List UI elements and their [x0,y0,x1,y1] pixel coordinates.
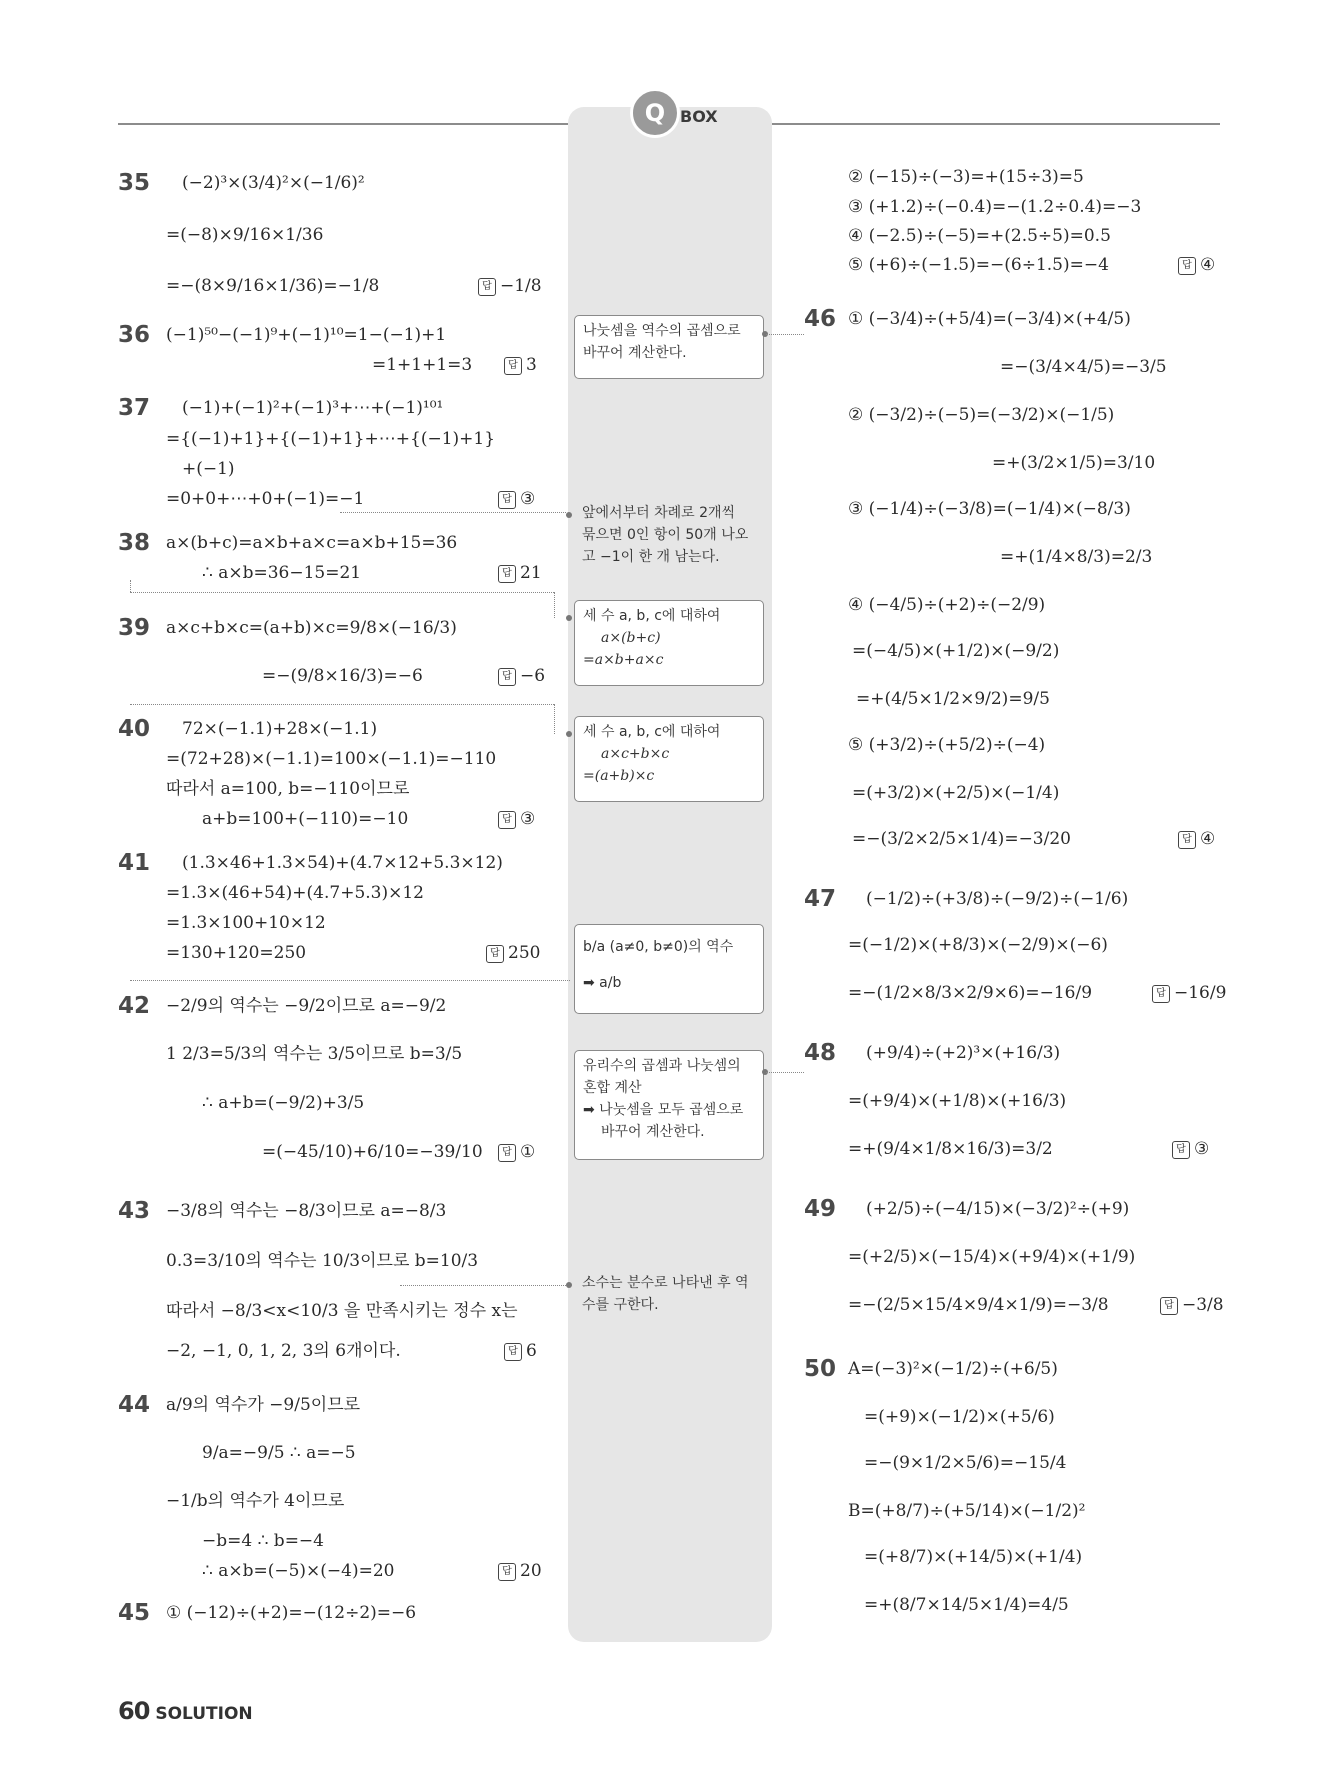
answer-mark-icon: 답 [1178,257,1196,275]
answer-mark-icon: 답 [498,1563,516,1581]
tip-text: 묶으면 0인 항이 50개 나오 [582,527,749,543]
problem-number: 47 [804,886,837,912]
solution-line: a/9의 역수가 −9/5이므로 [166,1395,361,1415]
answer-mark-icon: 답 [1152,985,1170,1003]
solution-line: =(+2/5)×(−15/4)×(+9/4)×(+1/9) [848,1247,1136,1267]
problem-number: 46 [804,306,837,332]
qbox-label: BOX [680,107,718,126]
solution-line: =(−8)×9/16×1/36 [166,225,324,245]
leader-dot-icon [566,512,572,518]
tip-text: b/a (a≠0, b≠0)의 역수 [583,939,734,955]
tip-text: ➡ 나눗셈을 모두 곱셈으로 [583,1102,744,1118]
answer-mark-icon: 답 [498,811,516,829]
solution-line: =+(3/2×1/5)=3/10 [992,453,1156,473]
tip-text: =(a+b)×c [583,768,655,784]
leader-line [130,592,554,593]
problem-number: 45 [118,1600,151,1626]
problem-number: 49 [804,1196,837,1222]
answer-box [498,488,535,510]
answer-box [1178,254,1215,276]
answer-box [498,665,545,687]
tip-text: a×c+b×c [601,746,670,762]
answer-box [504,354,537,376]
answer-mark-icon: 답 [504,357,522,375]
solution-line: =(72+28)×(−1.1)=100×(−1.1)=−110 [166,749,497,769]
solution-line: 따라서 −8/3<x<10/3 을 만족시키는 정수 x는 [166,1301,518,1321]
answer-box [478,275,542,297]
problem-number: 36 [118,322,151,348]
answer-box [498,808,535,830]
solution-line: =(−45/10)+6/10=−39/10 [262,1142,483,1162]
leader-dot-icon [566,615,572,621]
solution-line: =−(8×9/16×1/36)=−1/8 [166,276,380,296]
solution-line: a×c+b×c=(a+b)×c=9/8×(−16/3) [166,618,457,638]
book-name: SOLUTION [155,1704,253,1724]
solution-line: =1.3×(46+54)+(4.7+5.3)×12 [166,883,424,903]
answer-value: ③ [520,809,536,829]
problem-number: 50 [804,1356,837,1382]
problem-number: 43 [118,1198,151,1224]
leader-line [554,704,555,734]
answer-box [498,1141,535,1163]
leader-dot-icon [566,1282,572,1288]
answer-value: ③ [520,489,536,509]
solution-line: ④ (−2.5)÷(−5)=+(2.5÷5)=0.5 [848,226,1111,246]
solution-line: =−(2/5×15/4×9/4×1/9)=−3/8 [848,1295,1109,1315]
solution-line: ③ (+1.2)÷(−0.4)=−(1.2÷0.4)=−3 [848,197,1142,217]
answer-value: ④ [1200,829,1216,849]
tip-text: 바꾸어 계산한다. [601,1124,705,1140]
leader-line [130,980,570,981]
solution-line: (1.3×46+1.3×54)+(4.7×12+5.3×12) [182,853,503,873]
solution-line: =(−4/5)×(+1/2)×(−9/2) [852,641,1060,661]
solution-line: 72×(−1.1)+28×(−1.1) [182,719,378,739]
problem-number: 44 [118,1392,151,1418]
solution-line: ③ (−1/4)÷(−3/8)=(−1/4)×(−8/3) [848,499,1131,519]
tip-text: 소수는 분수로 나타낸 후 역 [582,1275,749,1291]
answer-value: −6 [520,666,546,686]
solution-line: ∴ a×b=36−15=21 [202,563,362,583]
answer-box [1152,982,1226,1004]
solution-line: ① (−3/4)÷(+5/4)=(−3/4)×(+4/5) [848,309,1131,329]
solution-line: ① (−12)÷(+2)=−(12÷2)=−6 [166,1603,417,1623]
problem-number: 48 [804,1040,837,1066]
solution-line: =−(9×1/2×5/6)=−15/4 [864,1453,1067,1473]
tip-box [574,924,764,1014]
solution-line: (−2)³×(3/4)²×(−1/6)² [182,173,365,193]
answer-value: −1/8 [500,276,542,296]
solution-line: =0+0+⋯+0+(−1)=−1 [166,489,365,509]
tip-text: 세 수 a, b, c에 대하여 [583,608,721,624]
solution-line: =(+9)×(−1/2)×(+5/6) [864,1407,1055,1427]
answer-value: 6 [526,1341,537,1361]
answer-mark-icon: 답 [1172,1141,1190,1159]
answer-value: 20 [520,1561,542,1581]
solution-line: =+(8/7×14/5×1/4)=4/5 [864,1595,1069,1615]
solution-line: ⑤ (+6)÷(−1.5)=−(6÷1.5)=−4 [848,255,1109,275]
solution-line: ② (−3/2)÷(−5)=(−3/2)×(−1/5) [848,405,1115,425]
problem-number: 40 [118,716,151,742]
solution-line: 1 2/3=5/3의 역수는 3/5이므로 b=3/5 [166,1044,463,1064]
tip-box [574,600,764,686]
answer-box [1160,1294,1224,1316]
problem-number: 38 [118,530,151,556]
solution-line: =(+3/2)×(+2/5)×(−1/4) [852,783,1060,803]
leader-dot-icon [566,731,572,737]
solution-line: +(−1) [182,459,235,479]
tip-text: 바꾸어 계산한다. [583,345,687,361]
tip-text-block [582,1272,762,1316]
answer-mark-icon: 답 [486,945,504,963]
solution-line: (+2/5)÷(−4/15)×(−3/2)²÷(+9) [866,1199,1130,1219]
solution-line: ④ (−4/5)÷(+2)÷(−2/9) [848,595,1046,615]
solution-line: 0.3=3/10의 역수는 10/3이므로 b=10/3 [166,1251,479,1271]
page-footer [118,1697,253,1725]
solution-line: (−1)⁵⁰−(−1)⁹+(−1)¹⁰=1−(−1)+1 [166,325,447,345]
tip-text: 고 −1이 한 개 남는다. [582,549,720,565]
leader-line [340,512,566,513]
tip-text: 수를 구한다. [582,1297,659,1313]
solution-line: =130+120=250 [166,943,307,963]
leader-line [130,580,131,592]
solution-line: −2/9의 역수는 −9/2이므로 a=−9/2 [166,996,447,1016]
answer-value: ① [520,1142,536,1162]
solution-line: =(+8/7)×(+14/5)×(+1/4) [864,1547,1083,1567]
answer-value: −3/8 [1182,1295,1224,1315]
problem-number: 42 [118,993,151,1019]
answer-value: 3 [526,355,537,375]
tip-text: 세 수 a, b, c에 대하여 [583,724,721,740]
problem-number: 41 [118,850,151,876]
answer-mark-icon: 답 [504,1343,522,1361]
answer-value: ④ [1200,255,1216,275]
leader-line [766,1072,804,1073]
solution-line: =−(3/2×2/5×1/4)=−3/20 [852,829,1071,849]
answer-box [486,942,540,964]
solution-line: 9/a=−9/5 ∴ a=−5 [202,1443,356,1463]
solution-line: A=(−3)²×(−1/2)÷(+6/5) [848,1359,1058,1379]
solution-line: −3/8의 역수는 −8/3이므로 a=−8/3 [166,1201,447,1221]
solution-line: B=(+8/7)÷(+5/14)×(−1/2)² [848,1501,1086,1521]
answer-value: 21 [520,563,542,583]
solution-line: ② (−15)÷(−3)=+(15÷3)=5 [848,167,1084,187]
answer-mark-icon: 답 [498,565,516,583]
leader-line [400,1285,566,1286]
tip-text: 유리수의 곱셈과 나눗셈의 [583,1058,741,1074]
tip-text-block [582,502,762,568]
answer-mark-icon: 답 [498,668,516,686]
solution-line: =+(4/5×1/2×9/2)=9/5 [856,689,1050,709]
solution-line: 따라서 a=100, b=−110이므로 [166,779,410,799]
answer-box [498,562,542,584]
answer-mark-icon: 답 [498,1144,516,1162]
solution-line: =1+1+1=3 [372,355,473,375]
solution-line: (−1)+(−1)²+(−1)³+⋯+(−1)¹⁰¹ [182,398,444,418]
solution-line: −b=4 ∴ b=−4 [202,1531,324,1551]
solution-line: =+(9/4×1/8×16/3)=3/2 [848,1139,1053,1159]
answer-box [504,1340,537,1362]
answer-mark-icon: 답 [498,491,516,509]
problem-number: 39 [118,615,151,641]
solution-line: =(−1/2)×(+8/3)×(−2/9)×(−6) [848,935,1108,955]
solution-line: =(+9/4)×(+1/8)×(+16/3) [848,1091,1067,1111]
problem-number: 35 [118,170,151,196]
solution-line: =−(1/2×8/3×2/9×6)=−16/9 [848,983,1093,1003]
tip-text: ➡ a/b [583,975,622,991]
solution-line: ∴ a+b=(−9/2)+3/5 [202,1093,365,1113]
tip-text: 앞에서부터 차례로 2개씩 [582,505,736,521]
solution-line: =1.3×100+10×12 [166,913,326,933]
leader-line [130,704,554,705]
leader-line [554,592,555,618]
page-number: 60 [118,1697,150,1725]
tip-text: a×(b+c) [601,630,661,646]
answer-box [498,1560,542,1582]
answer-mark-icon: 답 [1178,831,1196,849]
solution-line: −2, −1, 0, 1, 2, 3의 6개이다. [166,1341,401,1361]
tip-text: =a×b+a×c [583,652,664,668]
solution-line: a×(b+c)=a×b+a×c=a×b+15=36 [166,533,458,553]
solution-line: −1/b의 역수가 4이므로 [166,1491,345,1511]
answer-mark-icon: 답 [478,278,496,296]
solution-line: =+(1/4×8/3)=2/3 [1000,547,1153,567]
leader-line [766,334,804,335]
tip-box [574,315,764,379]
tip-box [574,716,764,802]
solution-line: a+b=100+(−110)=−10 [202,809,409,829]
solution-line: =−(9/8×16/3)=−6 [262,666,423,686]
problem-number: 37 [118,395,151,421]
tip-box [574,1050,764,1160]
answer-mark-icon: 답 [1160,1297,1178,1315]
solution-line: ⑤ (+3/2)÷(+5/2)÷(−4) [848,735,1046,755]
answer-value: ③ [1194,1139,1210,1159]
q-logo-icon: Q [630,88,680,138]
solution-line: ∴ a×b=(−5)×(−4)=20 [202,1561,395,1581]
solution-line: =−(3/4×4/5)=−3/5 [1000,357,1167,377]
answer-value: −16/9 [1174,983,1227,1003]
tip-text: 나눗셈을 역수의 곱셈으로 [583,323,741,339]
answer-value: 250 [508,943,541,963]
solution-line: (+9/4)÷(+2)³×(+16/3) [866,1043,1061,1063]
solution-line: (−1/2)÷(+3/8)÷(−9/2)÷(−1/6) [866,889,1129,909]
answer-box [1178,828,1215,850]
answer-box [1172,1138,1209,1160]
solution-line: ={(−1)+1}+{(−1)+1}+⋯+{(−1)+1} [166,429,496,449]
tip-text: 혼합 계산 [583,1080,642,1096]
